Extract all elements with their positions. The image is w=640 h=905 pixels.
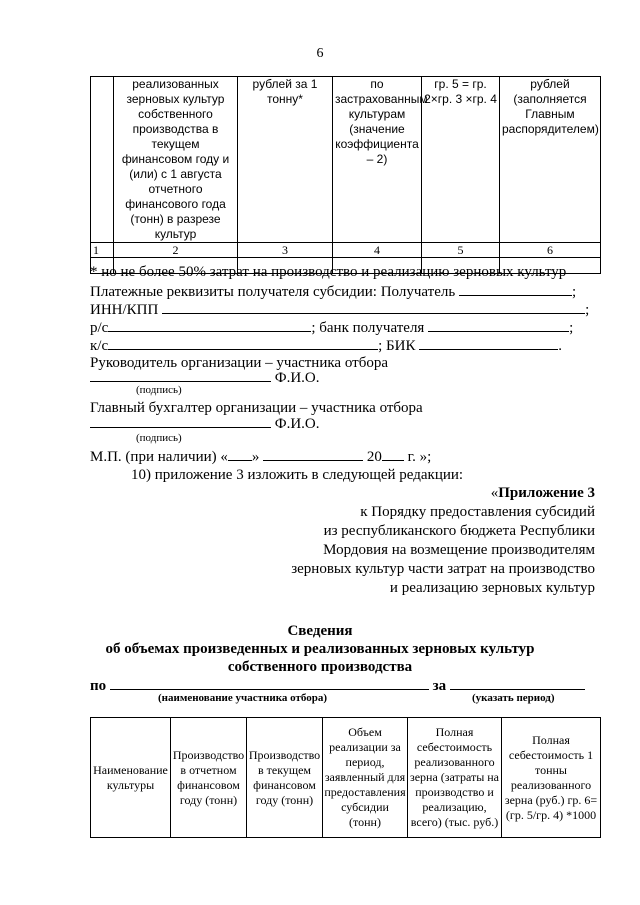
info-subtitle: собственного производства <box>227 659 413 675</box>
accountant-label: Главный бухгалтер организации – участника отбора <box>90 400 423 416</box>
table-cell: 5 <box>422 243 500 258</box>
fio-label: Ф.И.О. <box>274 370 320 386</box>
period: . <box>558 338 562 354</box>
appendix-line: к Порядку предоставления субсидий <box>360 504 595 520</box>
appendix-line: зерновых культур части затрат на производство <box>291 561 595 577</box>
year-blank <box>382 447 404 461</box>
table-cell: рублей за 1 тонну* <box>238 77 333 243</box>
participant-caption: (наименование участника отбора) <box>158 692 328 704</box>
bank-blank <box>428 318 569 332</box>
column-numbers-row <box>91 243 601 258</box>
bik-label: ; БИК <box>378 338 416 354</box>
table-cell: Полная себестоимость 1 тонны реализованного зерна (руб.) гр. 6=(гр. 5/гр. 4) *1000 <box>502 718 601 838</box>
participant-blank <box>110 676 429 690</box>
table-cell: Наименование культуры <box>91 718 171 838</box>
signature-caption: (подпись) <box>136 432 182 444</box>
table-cell <box>91 77 114 243</box>
month-blank <box>263 447 363 461</box>
signature-blank <box>90 414 271 428</box>
requisites-label: Платежные реквизиты получателя субсидии: Получатель <box>90 284 456 300</box>
appendix-line: и реализацию зерновых культур <box>389 580 595 596</box>
year-prefix: 20 <box>366 449 382 465</box>
table-cell: 3 <box>238 243 333 258</box>
semicolon: ; <box>569 320 574 336</box>
semicolon: ; <box>571 284 577 300</box>
fio-label: Ф.И.О. <box>274 416 320 432</box>
inn-blank <box>162 300 585 314</box>
info-title: Сведения <box>287 623 353 639</box>
table-cell: Производство в отчетном финансовом году (тонн) <box>171 718 247 838</box>
signature-blank <box>90 368 271 382</box>
table-header-row <box>91 77 601 243</box>
table-cell: 6 <box>500 243 601 258</box>
info-subtitle: об объемах произведенных и реализованных зерновых культур <box>105 641 535 657</box>
recipient-blank <box>459 282 572 296</box>
inn-line <box>90 300 589 319</box>
table-cell: 2 <box>114 243 238 258</box>
corr-account-line <box>90 336 562 355</box>
table-cell: Производство в текущем финансовом году (тонн) <box>247 718 323 838</box>
rs-label: р/с <box>90 320 109 336</box>
for-label: за <box>432 678 447 694</box>
ks-blank <box>108 336 378 350</box>
appendix-line: Мордовия на возмещение производителям <box>323 542 595 558</box>
footnote: * но не более 50% затрат на производство и реализацию зерновых культур <box>90 264 567 280</box>
period-blank <box>450 676 585 690</box>
stamp-date-line <box>90 447 431 466</box>
by-label: по <box>90 678 107 694</box>
signature-caption: (подпись) <box>136 384 182 396</box>
ks-label: к/с <box>90 338 109 354</box>
quote-close: » <box>251 449 260 465</box>
period-caption: (указать период) <box>472 692 555 704</box>
semicolon: ; <box>585 302 590 318</box>
accountant-signature-line <box>90 414 320 433</box>
requisites-recipient-line <box>90 282 576 301</box>
table-cell: гр. 5 = гр. 2×гр. 3 ×гр. 4 <box>422 77 500 243</box>
table-cell: Полная себестоимость реализованного зерна (затраты на производство и реализацию, всего) (тыс. руб.) <box>408 718 502 838</box>
mp-label: М.П. (при наличии) « <box>90 449 228 465</box>
instruction-text: 10) приложение 3 изложить в следующей редакции: <box>131 467 464 483</box>
table-cell: рублей (заполняется Главным распорядителем) <box>500 77 601 243</box>
appendix-title-text: Приложение 3 <box>498 485 595 501</box>
table-cell: 4 <box>333 243 422 258</box>
table-cell: по застрахованным культурам (значение коэффициента – 2) <box>333 77 422 243</box>
day-blank <box>228 447 252 461</box>
head-signature-line <box>90 368 320 387</box>
appendix-title <box>491 484 595 504</box>
table-cell: Объем реализации за период, заявленный для предоставления субсидии (тонн) <box>323 718 408 838</box>
grain-volumes-table <box>90 717 601 838</box>
quote-open: « <box>490 485 499 501</box>
page-number: 6 <box>316 46 324 61</box>
table-cell: реализованных зерновых культур собственного производства в текущем финансовом году и (или) с 1 августа отчетного финансового года (тонн) в разрезе культур <box>114 77 238 243</box>
table-cell: 1 <box>91 243 114 258</box>
account-line <box>90 318 573 337</box>
appendix-line: из республиканского бюджета Республики <box>323 523 595 539</box>
rs-blank <box>108 318 311 332</box>
inn-label: ИНН/КПП <box>90 302 159 318</box>
year-suffix: г. »; <box>407 449 432 465</box>
bik-blank <box>419 336 558 350</box>
bank-label: ; банк получателя <box>311 320 425 336</box>
table-header-row <box>91 718 601 838</box>
subsidy-calc-table <box>90 76 601 274</box>
head-label: Руководитель организации – участника отбора <box>90 355 388 371</box>
